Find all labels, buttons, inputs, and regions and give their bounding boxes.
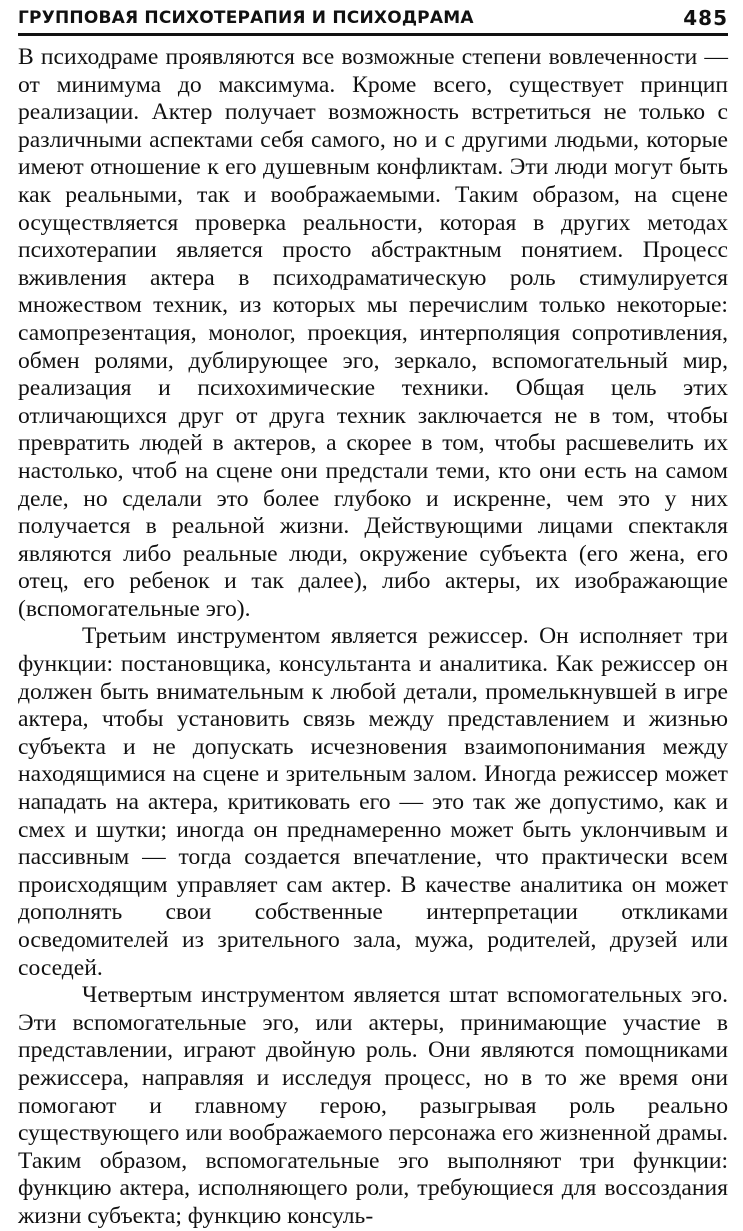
paragraph-auxiliary-egos: Четвертым инструментом является штат вспомогательных эго. Эти вспомогательные эго, или актеры, принимающие участие в представлении, играют двойную роль. Они являются помощниками режиссера, направляя и исследуя процесс, но в то же время они помогают и главному герою, разыгрывая роль реально существующего или воображаемого персонажа его жизненной драмы. Таким образом, вспомогательные эго выполняют три функции: функцию актера, исполняющего роли, требующиеся для воссоздания жизни субъекта; функцию консуль- [18, 982, 728, 1229]
page-number: 485 [683, 6, 728, 30]
running-header [18, 4, 728, 32]
paragraph-psychodrama-involvement: В психодраме проявляются все возможные степени вовлеченности — от минимума до максимума. Кроме всего, существует принцип реализации. Актер получает возможность встретиться не только с различными аспектами себя самого, но и с другими людьми, которые имеют отношение к его душевным конфликтам. Эти люди могут быть как реальными, так и воображаемыми. Таким образом, на сцене осуществляется проверка реальности, которая в других методах психотерапии является просто абстрактным понятием. Процесс вживления актера в психодраматическую роль стимулируется множеством техник, из которых мы перечислим только некоторые: самопрезентация, монолог, проекция, интерполяция сопротивления, обмен ролями, дублирующее эго, зеркало, вспомогательный мир, реализация и психохимические техники. Общая цель этих отличающихся друг от друга техник заключается не в том, чтобы превратить людей в актеров, а скорее в том, чтобы расшевелить их настолько, чтоб на сцене они предстали теми, кто они есть на самом деле, но сделали это более глубоко и искренне, чем это у них получается в реальной жизни. Действующими лицами спектакля являются либо реальные люди, окружение субъекта (его жена, его отец, его ребенок и так далее), либо актеры, их изображающие (вспомогательные эго). [18, 44, 728, 622]
header-rule [18, 33, 728, 36]
running-title: ГРУППОВАЯ ПСИХОТЕРАПИЯ И ПСИХОДРАМА [18, 8, 474, 28]
paragraph-director: Третьим инструментом является режиссер. Он исполняет три функции: постановщика, консультанта и аналитика. Как режиссер он должен быть внимательным к любой детали, промелькнувшей в игре актера, чтобы установить связь между представлением и жизнью субъекта и не допускать исчезновения взаимопонимания между находящимися на сцене и зрительным залом. Иногда режиссер может нападать на актера, критиковать его — это так же допустимо, как и смех и шутки; иногда он преднамеренно может быть уклончивым и пассивным — тогда создается впечатление, что практически всем происходящим управляет сам актер. В качестве аналитика он может дополнять свои собственные интерпретации откликами осведомителей из зрительного зала, мужа, родителей, друзей или соседей. [18, 623, 728, 981]
body-text [18, 44, 728, 1231]
